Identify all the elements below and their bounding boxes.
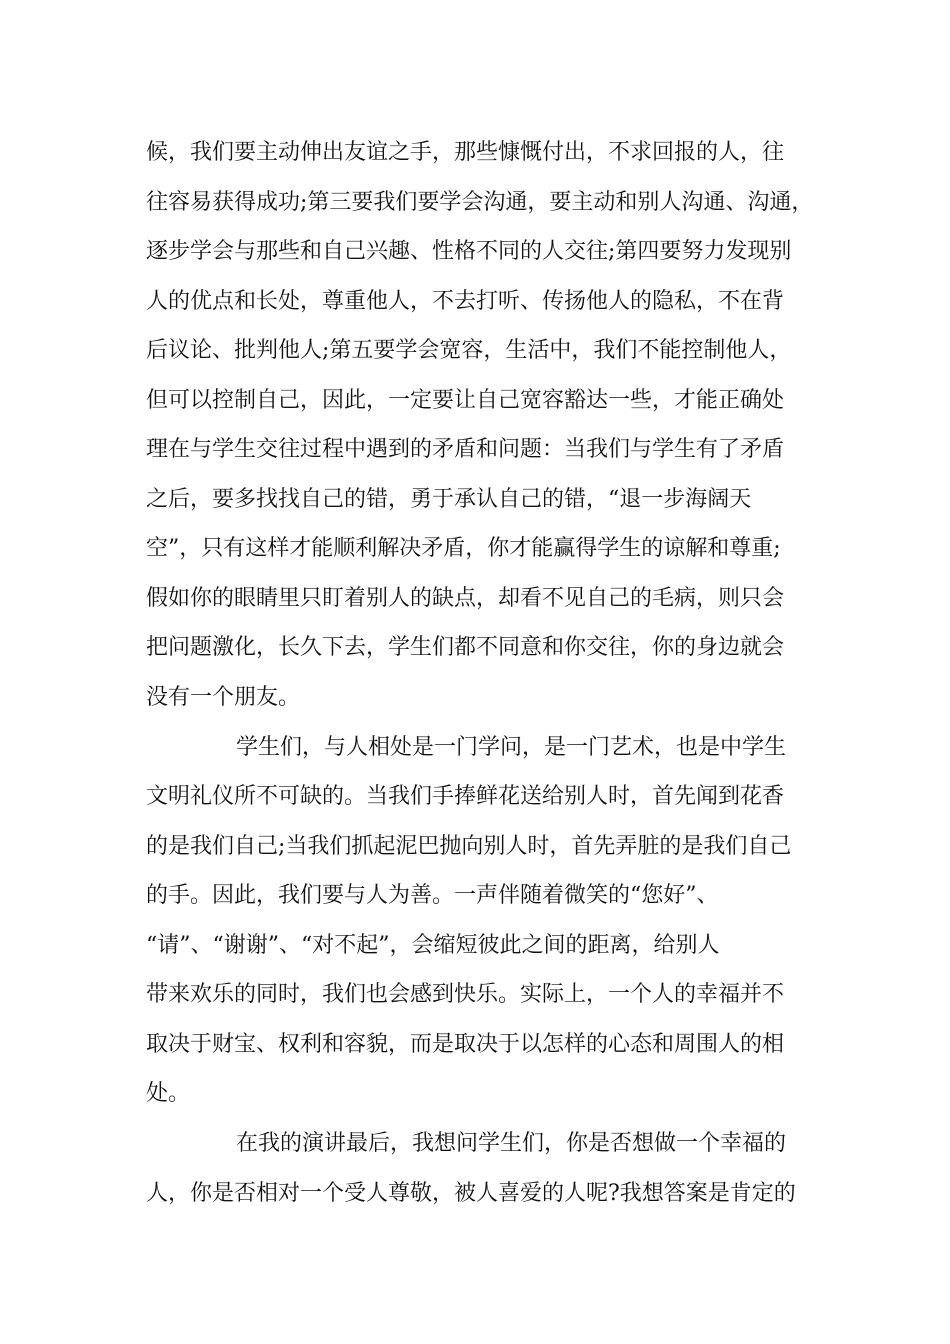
paragraph-line: 带来欢乐的同时，我们也会感到快乐。实际上，一个人的幸福并不 <box>146 982 785 1007</box>
paragraph-line: 假如你的眼睛里只盯着别人的缺点，却看不见自己的毛病，则只会 <box>146 586 785 611</box>
paragraph-line: 理在与学生交往过程中遇到的矛盾和问题：当我们与学生有了矛盾 <box>146 437 785 462</box>
paragraph-line: 把问题激化，长久下去，学生们都不同意和你交往，你的身边就会 <box>146 635 785 660</box>
paragraph-line-indented: 学生们，与人相处是一门学问，是一门艺术，也是中学生 <box>236 735 787 760</box>
paragraph-line: 人，你是否相对一个受人尊敬，被人喜爱的人呢?我想答案是肯定的 <box>146 1181 796 1206</box>
paragraph-line: 的是我们自己;当我们抓起泥巴抛向别人时，首先弄脏的是我们自己 <box>146 834 792 859</box>
paragraph-line-indented: 在我的演讲最后，我想问学生们，你是否想做一个幸福的 <box>236 1131 787 1156</box>
paragraph-line: 逐步学会与那些和自己兴趣、性格不同的人交往;第四要努力发现别 <box>146 239 792 264</box>
paragraph-line: 但可以控制自己，因此，一定要让自己宽容豁达一些，才能正确处 <box>146 388 785 413</box>
paragraph-line: “请”、“谢谢”、“对不起”，会缩短彼此之间的距离，给别人 <box>146 933 720 958</box>
paragraph-line: 候，我们要主动伸出友谊之手，那些慷慨付出，不求回报的人，往 <box>146 140 785 165</box>
paragraph-line: 处。 <box>146 1081 191 1106</box>
paragraph-line: 文明礼仪所不可缺的。当我们手捧鲜花送给别人时，首先闻到花香 <box>146 784 785 809</box>
paragraph-line: 人的优点和长处，尊重他人，不去打听、传扬他人的隐私，不在背 <box>146 289 785 314</box>
paragraph-line: 后议论、批判他人;第五要学会宽容，生活中，我们不能控制他人， <box>146 338 792 363</box>
paragraph-line: 空”，只有这样才能顺利解决矛盾，你才能赢得学生的谅解和尊重; <box>146 536 781 561</box>
paragraph-line: 之后，要多找找自己的错，勇于承认自己的错，“退一步海阔天 <box>146 487 752 512</box>
paragraph-line: 的手。因此，我们要与人为善。一声伴随着微笑的“您好”、 <box>146 883 719 908</box>
paragraph-line: 往容易获得成功;第三要我们要学会沟通，要主动和别人沟通、沟通， <box>146 190 814 215</box>
paragraph-line: 没有一个朋友。 <box>146 685 301 710</box>
paragraph-line: 取决于财宝、权利和容貌，而是取决于以怎样的心态和周围人的相 <box>146 1032 785 1057</box>
